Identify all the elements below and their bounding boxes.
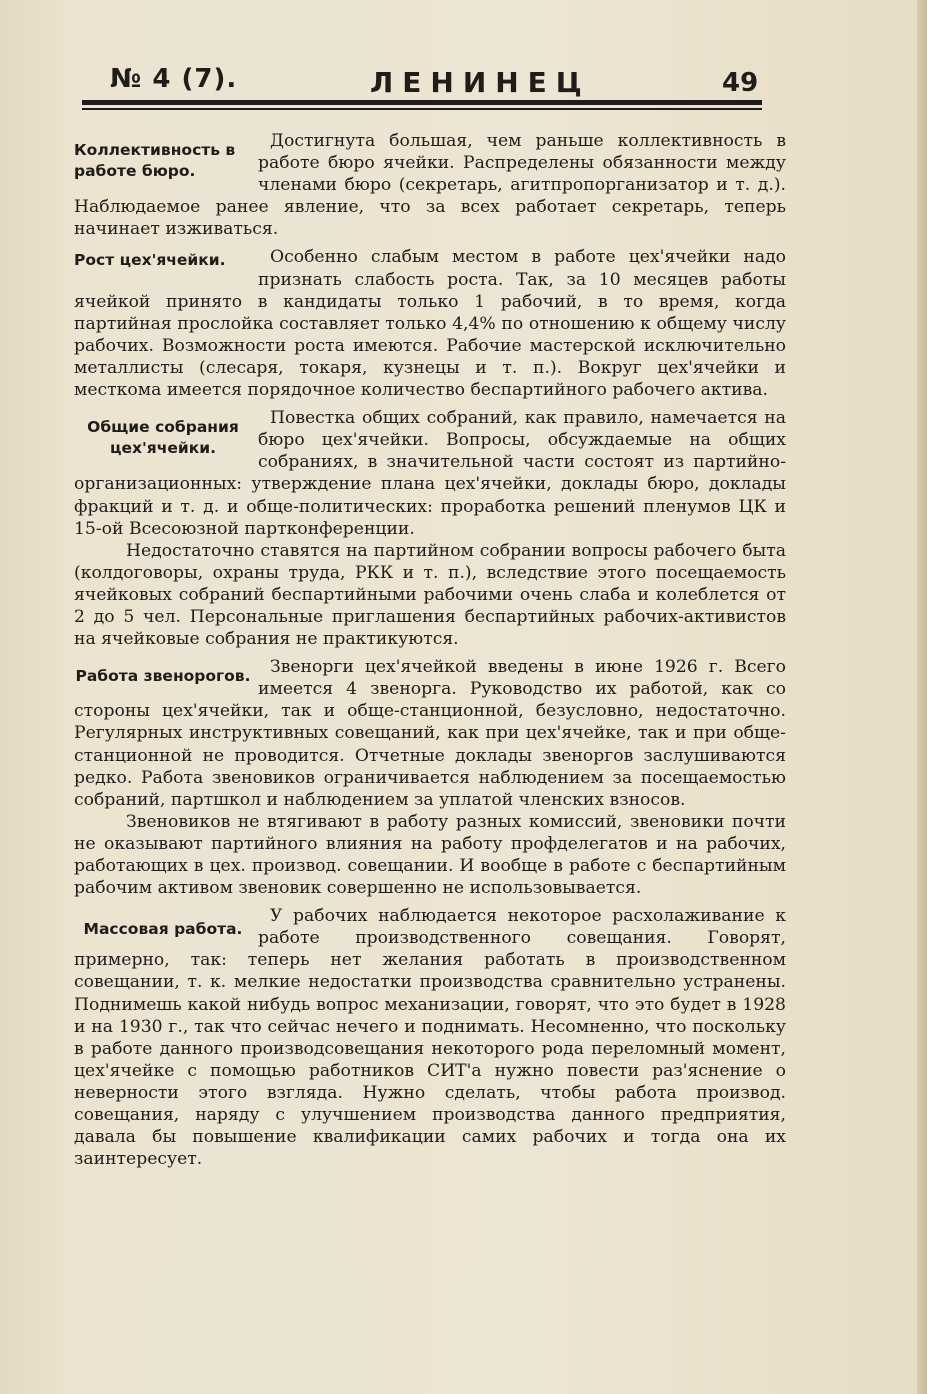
- paragraph: У рабочих наблюдается некоторое расхолаживание к работе производственного совещания. Говорят, примерно, так: теперь нет желания работать в производственном совещании, т. к. мелкие недостатки производства сравнительно устранены. Поднимешь какой нибудь вопрос механизации, говорят, что это будет в 1928 и на 1930 г., так что сейчас нечего и поднимать. Несомненно, что поскольку в работе данного производсовещания некоторого рода переломный момент, цех'ячейке с помощью работников СИТ'а нужно повести раз'яснение о неверности этого взгляда. Нужно сделать, чтобы работа производ. совещания, наряду с улучшением производства данного предприятия, давала бы повышение квалификации самих рабочих и тогда она их заинтересует.: [74, 906, 786, 1170]
- running-header: [82, 64, 762, 104]
- page-number: 49: [722, 68, 759, 98]
- header-rule-thick: [82, 100, 762, 105]
- side-heading: Работа звенорогов.: [75, 667, 251, 686]
- paragraph: Достигнута большая, чем раньше коллективность в работе бюро ячейки. Распределены обязанности между членами бюро (секретарь, агитпропорганизатор и т. д.). Наблюдаемое ранее явление, что за всех работает секретарь, теперь начинает изживаться.: [74, 131, 786, 240]
- paragraph: Недостаточно ставятся на партийном собрании вопросы рабочего быта (колдоговоры, охраны труда, РКК и т. п.), вследствие этого посещаемость ячейковых собраний беспартийными рабочими очень слаба и колеблется от 2 до 5 чел. Персональные приглашения беспартийных рабочих-активистов на ячейковые собрания не практикуются.: [74, 540, 786, 650]
- page-edge: [917, 0, 927, 1394]
- paragraph: Звенорги цех'ячейкой введены в июне 1926 г. Всего имеется 4 звенорга. Руководство их работой, как со стороны цех'ячейки, так и обще-станционной, безусловно, недостаточно. Регулярных инструктивных совещаний, как при цех'ячейке, так и при обще-станционной не проводится. Отчетные доклады звеноргов заслушиваются редко. Работа звеновиков ограничивается наблюдением за посещаемостью собраний, партшкол и наблюдением за уплатой членских взносов.: [74, 657, 786, 810]
- side-heading: Массовая работа.: [83, 920, 243, 939]
- issue-number: № 4 (7).: [110, 64, 238, 94]
- section-general-meetings: [74, 407, 786, 650]
- journal-title: ЛЕНИНЕЦ: [370, 66, 591, 99]
- section-zvenorgi: [74, 656, 786, 899]
- section-collectivity: [74, 130, 786, 240]
- side-heading: Рост цех'ячейки.: [74, 251, 226, 270]
- side-heading: Общие собрания цех'ячейки.: [87, 418, 239, 458]
- section-mass-work: [74, 905, 786, 1170]
- article-body: [74, 130, 786, 1170]
- paragraph: Особенно слабым местом в работе цех'ячейки надо признать слабость роста. Так, за 10 месяцев работы ячейкой принято в кандидаты только 1 рабочий, в то время, когда партийная прослойка составляет только 4,4% по отношению к общему числу рабочих. Возможности роста имеются. Рабочие мастерской исключительно металлисты (слесаря, токаря, кузнецы и т. п.). Вокруг цех'ячейки и месткома имеется порядочное количество беспартийного рабочего актива.: [74, 247, 786, 401]
- paragraph: Звеновиков не втягивают в работу разных комиссий, звеновики почти не оказывают партийного влияния на работу профделегатов и на рабочих, работающих в цех. производ. совещании. И вообще в работе с беспартийным рабочим активом звеновик совершенно не использовывается.: [74, 811, 786, 899]
- side-heading: Коллективность в работе бюро.: [74, 141, 236, 180]
- section-growth: [74, 246, 786, 401]
- header-rule-thin: [82, 108, 762, 110]
- paragraph: Повестка общих собраний, как правило, намечается на бюро цех'ячейки. Вопросы, обсуждаемые на общих собраниях, в значительной части состоят из партийно-организационных: утверждение плана цех'ячейки, доклады бюро, доклады фракций и т. д. и обще-политических: проработка решений пленумов ЦК и 15-ой Всесоюзной партконференции.: [74, 408, 786, 539]
